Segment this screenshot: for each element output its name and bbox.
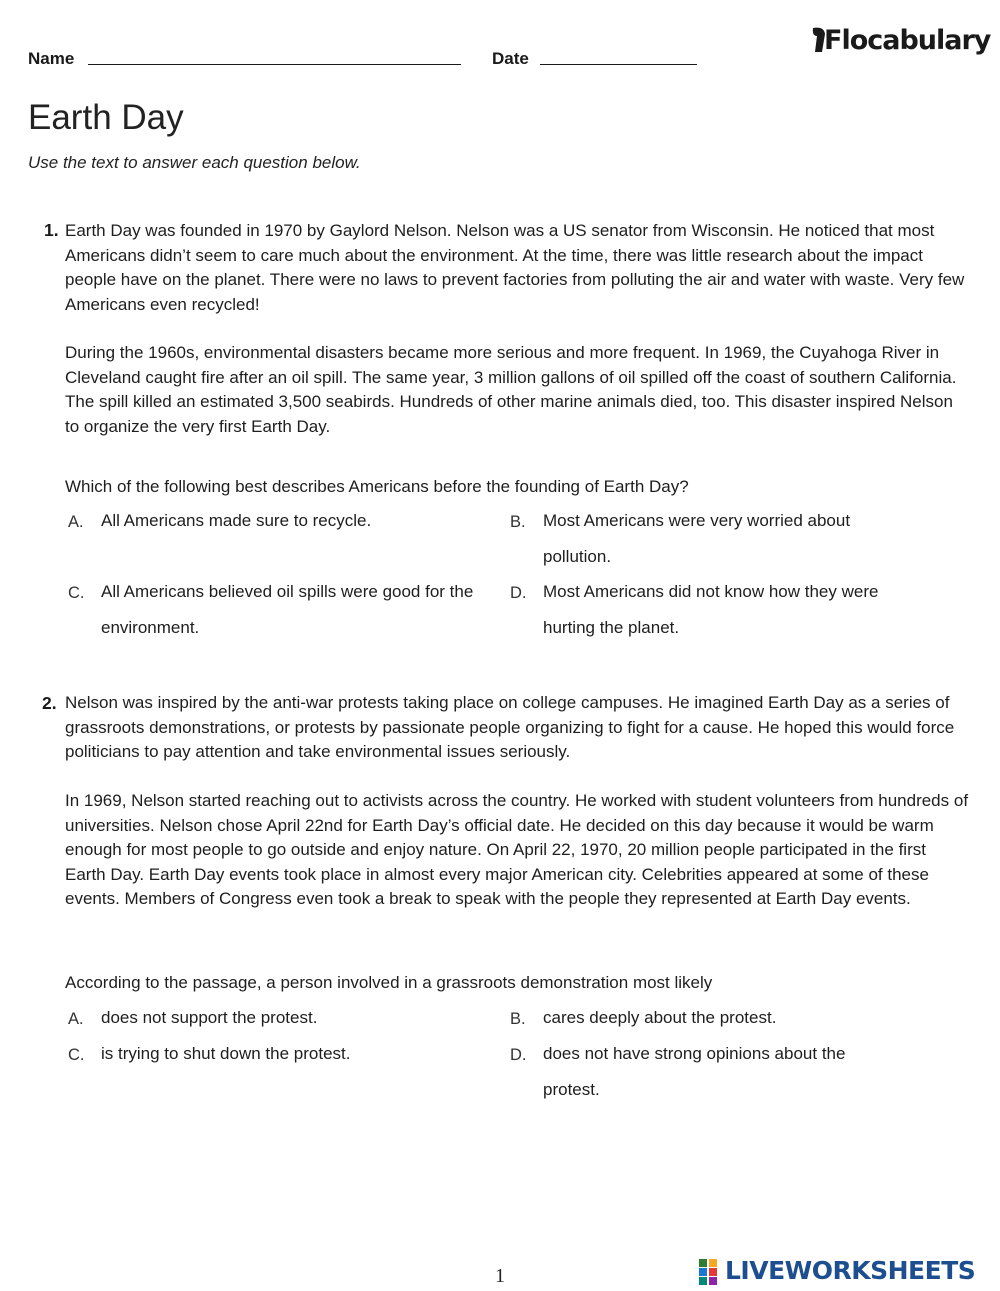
- logo-text: Flocabulary: [824, 25, 991, 56]
- instructions: Use the text to answer each question below.: [28, 153, 361, 172]
- question-2-paragraph-2: In 1969, Nelson started reaching out to activists across the country. He worked with student volunteers from hundreds of universities. Nelson chose April 22nd for Earth Day’s official date. He decided on this day because it would be warm enough for most people to go outside and enjoy nature. On April 22, 1970, 20 million people participated in the first Earth Day. Earth Day events took place in almost every major American city. Celebrities appeared at some of these events. Members of Congress even took a break to speak with the people they represented at Earth Day events.: [65, 791, 969, 908]
- option-letter: A.: [68, 1010, 84, 1028]
- question-2-number: 2.: [42, 693, 57, 713]
- page-number: 1: [495, 1265, 505, 1287]
- liveworksheets-logo: [695, 1256, 995, 1286]
- flocabulary-logo: [810, 22, 991, 60]
- option-letter: D.: [510, 584, 527, 602]
- option-text: does not have strong opinions about the protest.: [543, 1044, 846, 1099]
- option-text: does not support the protest.: [101, 1008, 318, 1027]
- option-text: Most Americans were very worried about pollution.: [543, 511, 851, 566]
- question-1-paragraph-1: Earth Day was founded in 1970 by Gaylord Nelson. Nelson was a US senator from Wisconsin. He noticed that most Americans didn’t seem to care much about the environment. At the time, there was little research about the impact people have on the planet. There were no laws to prevent factories from polluting the air and water with waste. Very few Americans even recycled!: [65, 221, 965, 314]
- option-letter: B.: [510, 1010, 526, 1028]
- name-field[interactable]: [88, 64, 461, 65]
- page-title: Earth Day: [28, 98, 184, 137]
- question-1-paragraph-2: During the 1960s, environmental disasters became more serious and more frequent. In 1969, the Cuyahoga River in Cleveland caught fire after an oil spill. The same year, 3 million gallons of oil spilled off the coast of southern California. The spill killed an estimated 3,500 seabirds. Hundreds of other marine animals died, too. This disaster inspired Nelson to organize the very first Earth Day.: [65, 343, 957, 436]
- date-field[interactable]: [540, 64, 697, 65]
- option-text: All Americans believed oil spills were good for the environment.: [101, 582, 474, 637]
- question-2-paragraph-1: Nelson was inspired by the anti-war protests taking place on college campuses. He imagined Earth Day as a series of grassroots demonstrations, or protests by passionate people organizing to fight for a cause. He hoped this would force politicians to pay attention and take environmental issues seriously.: [65, 693, 955, 761]
- option-text: All Americans made sure to recycle.: [101, 511, 372, 530]
- liveworksheets-brand: LIVEWORKSHEETS: [725, 1256, 976, 1285]
- question-1-number: 1.: [44, 220, 59, 240]
- date-label: Date: [492, 49, 529, 68]
- option-letter: C.: [68, 584, 85, 602]
- option-text: cares deeply about the protest.: [543, 1008, 777, 1027]
- name-label: Name: [28, 49, 75, 68]
- option-text: Most Americans did not know how they were hurting the planet.: [543, 582, 879, 637]
- option-text: is trying to shut down the protest.: [101, 1044, 351, 1063]
- option-letter: B.: [510, 513, 526, 531]
- option-letter: A.: [68, 513, 84, 531]
- option-letter: C.: [68, 1046, 85, 1064]
- question-2-stem: According to the passage, a person involved in a grassroots demonstration most likely: [65, 973, 713, 992]
- question-1-stem: Which of the following best describes Americans before the founding of Earth Day?: [65, 477, 689, 496]
- option-letter: D.: [510, 1046, 527, 1064]
